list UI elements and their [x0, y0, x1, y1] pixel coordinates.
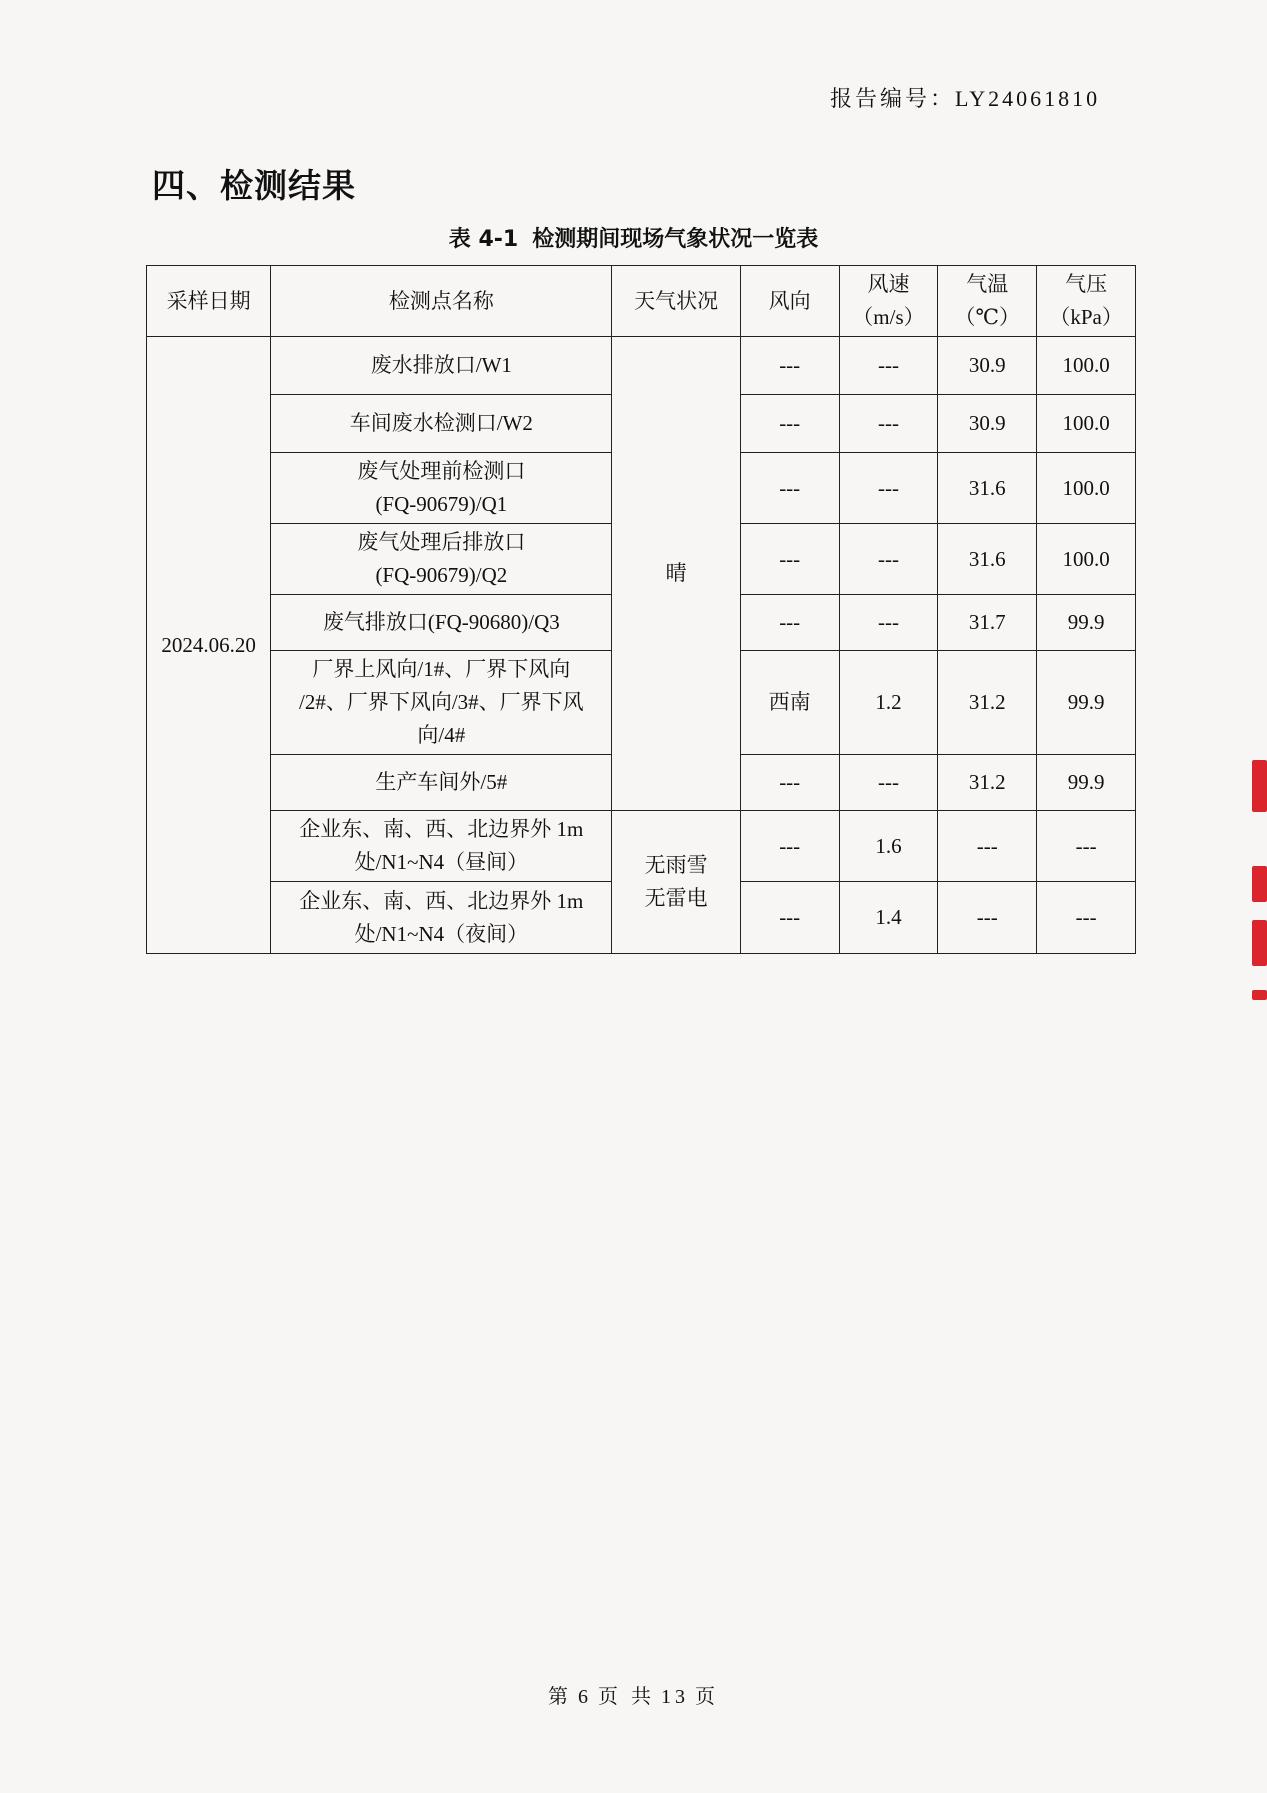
table-header-row: [147, 266, 1136, 337]
header-pressure-label: 气压: [1065, 272, 1108, 296]
wind-speed: 1.2: [839, 651, 938, 755]
wind-speed: ---: [839, 595, 938, 651]
page-total: 13: [661, 1686, 689, 1708]
point-name: 生产车间外/5#: [271, 755, 612, 811]
seal-fragment: [1252, 920, 1267, 966]
header-wind-direction: 风向: [740, 266, 839, 337]
sampling-date: 2024.06.20: [147, 337, 271, 954]
header-temperature-label: 气温: [966, 272, 1009, 296]
wind-speed: ---: [839, 453, 938, 524]
point-name: 废气处理后排放口 (FQ-90679)/Q2: [271, 524, 612, 595]
wind-direction: ---: [740, 524, 839, 595]
section-title: 四、检测结果: [152, 166, 356, 205]
page-footer: 第 6 页 共 13 页: [548, 1686, 719, 1708]
table-caption: [0, 222, 1267, 253]
table-title: 检测期间现场气象状况一览表: [532, 227, 819, 252]
header-date: 采样日期: [147, 266, 271, 337]
point-name: 废气排放口(FQ-90680)/Q3: [271, 595, 612, 651]
wind-direction: ---: [740, 755, 839, 811]
weather-table: [146, 265, 1136, 954]
wind-direction: ---: [740, 882, 839, 954]
wind-speed: ---: [839, 395, 938, 453]
point-name: 企业东、南、西、北边界外 1m 处/N1~N4（昼间）: [271, 811, 612, 882]
table-row: [147, 811, 1136, 882]
pressure: 100.0: [1037, 395, 1136, 453]
pressure: 99.9: [1037, 595, 1136, 651]
point-name: 企业东、南、西、北边界外 1m 处/N1~N4（夜间）: [271, 882, 612, 954]
weather-condition: 晴: [612, 337, 740, 811]
wind-direction: ---: [740, 337, 839, 395]
seal-fragment: [1252, 990, 1267, 1000]
temperature: ---: [938, 882, 1037, 954]
wind-direction: ---: [740, 395, 839, 453]
header-wind-speed: [839, 266, 938, 337]
header-point: 检测点名称: [271, 266, 612, 337]
wind-direction: ---: [740, 453, 839, 524]
weather-condition: 无雨雪 无雷电: [612, 811, 740, 954]
temperature: ---: [938, 811, 1037, 882]
header-weather: 天气状况: [612, 266, 740, 337]
wind-speed: 1.6: [839, 811, 938, 882]
pressure: ---: [1037, 882, 1136, 954]
temperature: 31.2: [938, 651, 1037, 755]
wind-direction: 西南: [740, 651, 839, 755]
wind-speed: 1.4: [839, 882, 938, 954]
table-row: [147, 337, 1136, 395]
wind-speed: ---: [839, 337, 938, 395]
pressure: 100.0: [1037, 524, 1136, 595]
pressure: 100.0: [1037, 453, 1136, 524]
seal-fragment: [1252, 866, 1267, 902]
header-pressure-unit: （kPa）: [1049, 305, 1123, 329]
page-number: 6: [578, 1686, 592, 1708]
point-name: 废水排放口/W1: [271, 337, 612, 395]
temperature: 31.7: [938, 595, 1037, 651]
header-temperature-unit: （℃）: [954, 305, 1021, 329]
table-number: 表 4-1: [448, 227, 519, 252]
wind-direction: ---: [740, 811, 839, 882]
temperature: 31.2: [938, 755, 1037, 811]
point-name: 厂界上风向/1#、厂界下风向 /2#、厂界下风向/3#、厂界下风 向/4#: [271, 651, 612, 755]
temperature: 30.9: [938, 337, 1037, 395]
point-name: 车间废水检测口/W2: [271, 395, 612, 453]
temperature: 30.9: [938, 395, 1037, 453]
header-temperature: [938, 266, 1037, 337]
pressure: 100.0: [1037, 337, 1136, 395]
pressure: ---: [1037, 811, 1136, 882]
point-name: 废气处理前检测口 (FQ-90679)/Q1: [271, 453, 612, 524]
header-wind-speed-label: 风速: [867, 272, 910, 296]
seal-fragment: [1252, 760, 1267, 812]
header-wind-speed-unit: （m/s）: [852, 305, 925, 329]
wind-speed: ---: [839, 524, 938, 595]
pressure: 99.9: [1037, 651, 1136, 755]
wind-speed: ---: [839, 755, 938, 811]
temperature: 31.6: [938, 524, 1037, 595]
wind-direction: ---: [740, 595, 839, 651]
report-number: 报告编号：LY24061810: [830, 86, 1101, 111]
pressure: 99.9: [1037, 755, 1136, 811]
temperature: 31.6: [938, 453, 1037, 524]
header-pressure: [1037, 266, 1136, 337]
